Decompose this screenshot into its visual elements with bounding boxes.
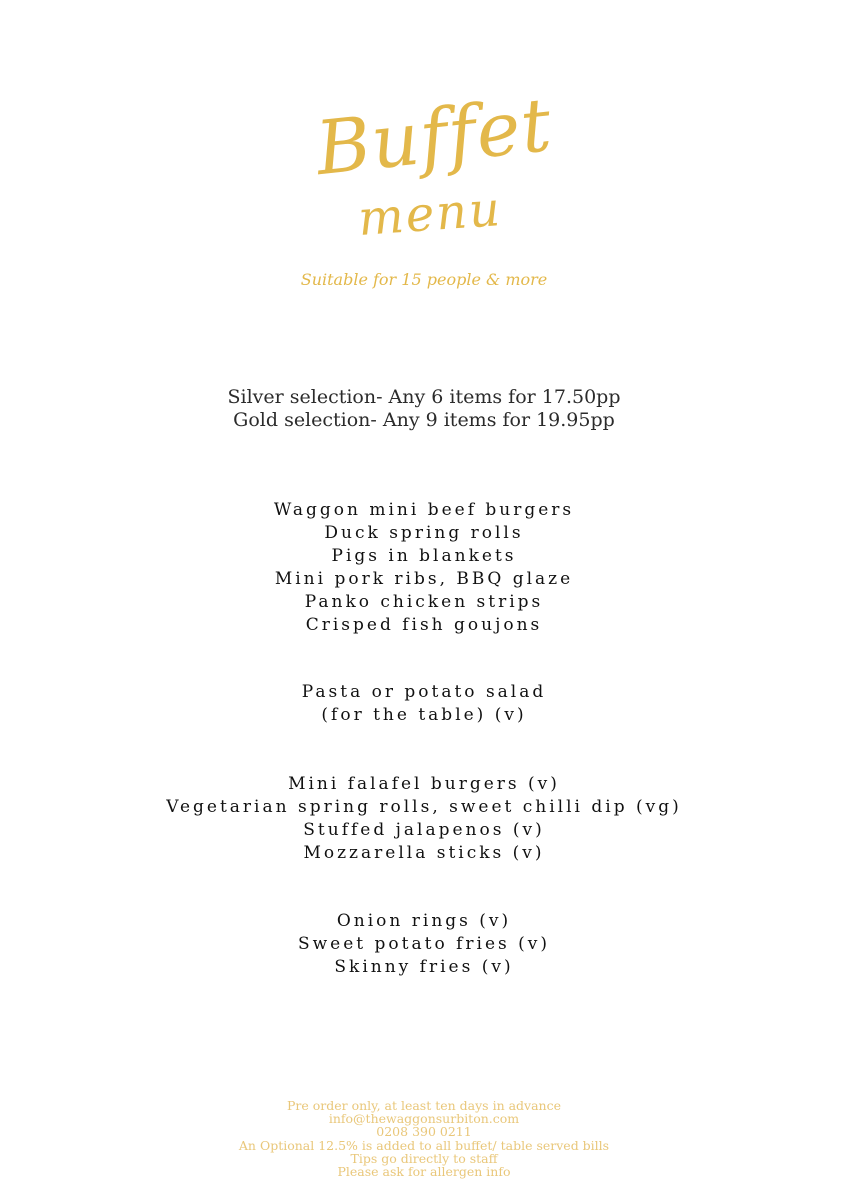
menu-item: Pigs in blankets bbox=[331, 546, 517, 566]
pricing-section bbox=[0, 386, 848, 432]
footer-line-preorder: Pre order only, at least ten days in advance bbox=[286, 1098, 562, 1113]
silver-selection-text: Silver selection- Any 6 items for 17.50pp bbox=[227, 386, 621, 408]
menu-tagline: Suitable for 15 people & more bbox=[300, 270, 548, 289]
menu-group-meat-fish bbox=[0, 499, 848, 637]
gold-selection-text: Gold selection- Any 9 items for 19.95pp bbox=[233, 409, 615, 431]
menu-item: Panko chicken strips bbox=[304, 592, 544, 612]
menu-item: Sweet potato fries (v) bbox=[297, 934, 551, 954]
menu-item: Vegetarian spring rolls, sweet chilli dip (vg) bbox=[166, 797, 682, 817]
menu-item: Duck spring rolls bbox=[324, 523, 524, 543]
menu-item: Waggon mini beef burgers bbox=[273, 500, 575, 520]
menu-item: (for the table) (v) bbox=[321, 705, 527, 725]
menu-item: Crisped fish goujons bbox=[305, 615, 543, 635]
menu-item: Mini falafel burgers (v) bbox=[288, 774, 560, 794]
menu-item: Skinny fries (v) bbox=[334, 957, 514, 977]
menu-item: Pasta or potato salad bbox=[301, 682, 547, 702]
footer-notes bbox=[0, 1099, 848, 1178]
menu-group-salad bbox=[0, 681, 848, 727]
footer-line-service-charge: An Optional 12.5% is added to all buffet/ table served bills bbox=[238, 1137, 610, 1153]
footer-line-phone: 0208 390 0211 bbox=[376, 1124, 472, 1140]
footer-line-tips: Tips go directly to staff bbox=[350, 1150, 498, 1166]
menu-group-vegetarian bbox=[0, 773, 848, 865]
menu-item: Onion rings (v) bbox=[336, 911, 512, 931]
menu-group-sides bbox=[0, 910, 848, 979]
menu-item: Mozzarella sticks (v) bbox=[303, 843, 545, 863]
footer-line-allergen: Please ask for allergen info bbox=[337, 1164, 511, 1180]
menu-subtitle: menu bbox=[356, 181, 504, 247]
menu-title: Buffet bbox=[311, 81, 557, 193]
menu-item: Mini pork ribs, BBQ glaze bbox=[274, 569, 574, 589]
menu-item: Stuffed jalapenos (v) bbox=[303, 820, 545, 840]
footer-line-email: info@thewaggonsurbiton.com bbox=[328, 1111, 520, 1127]
